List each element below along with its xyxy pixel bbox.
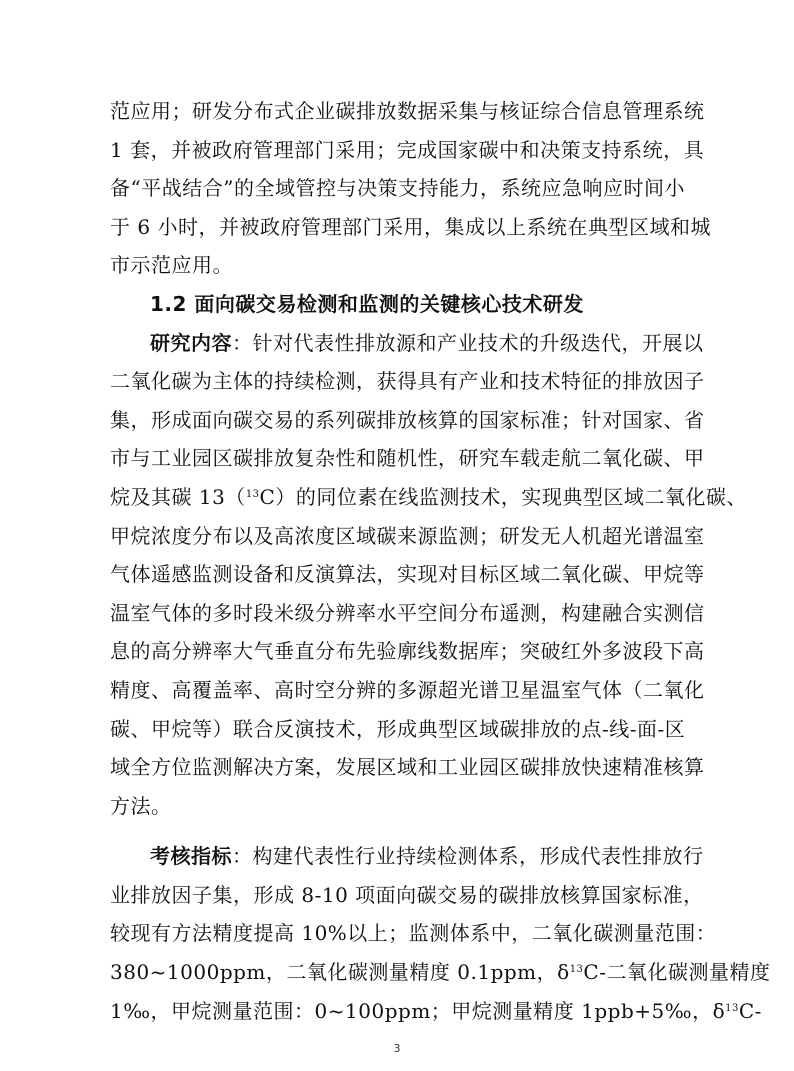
superscript: 13 <box>725 1002 739 1014</box>
research-first-line <box>110 324 704 363</box>
research-label: 研究内容 <box>150 330 232 355</box>
paragraph-spacer <box>110 825 690 837</box>
research-line: 域全方位监测解决方案，发展区域和工业园区碳排放快速精准核算 <box>110 755 705 780</box>
page-body <box>110 92 771 1030</box>
paragraph-line: 1 套，并被政府管理部门采用；完成国家碳中和决策支持系统，具 <box>110 137 705 162</box>
paragraph-line: 于 6 小时，并被政府管理部门采用，集成以上系统在典型区域和城 <box>110 214 711 239</box>
research-line: 气体遥感监测设备和反演算法，实现对目标区域二氧化碳、甲烷等 <box>110 562 705 587</box>
research-line: 市与工业园区碳排放复杂性和随机性，研究车载走航二氧化碳、甲 <box>110 446 705 471</box>
research-line: 息的高分辨率大气垂直分布先验廓线数据库；突破红外多波段下高 <box>110 639 705 664</box>
assessment-line: 业排放因子集，形成 8-10 项面向碳交易的碳排放核算国家标准， <box>110 882 704 907</box>
paragraph-line: 市示范应用。 <box>110 253 233 278</box>
paragraph-line: 备“平战结合”的全域管控与决策支持能力，系统应急响应时间小 <box>110 176 685 201</box>
section-heading: 1.2 面向碳交易检测和监测的关键核心技术研发 <box>150 291 584 316</box>
research-line-isotope <box>110 478 747 517</box>
assessment-line-text: C-二氧化碳测量精度 <box>583 960 771 985</box>
research-line-text: 烷及其碳 13（ <box>110 484 246 509</box>
research-line: 甲烷浓度分布以及高浓度区域碳来源监测；研发无人机超光谱温室 <box>110 523 705 548</box>
research-line: 二氧化碳为主体的持续检测，获得具有产业和技术特征的排放因子 <box>110 369 705 394</box>
research-line: 碳、甲烷等）联合反演技术，形成典型区域碳排放的点-线-面-区 <box>110 716 686 741</box>
assessment-line-isotope <box>110 953 771 992</box>
paragraph-line: 范应用；研发分布式企业碳排放数据采集与核证综合信息管理系统 <box>110 99 705 123</box>
research-line: 温室气体的多时段米级分辨率水平空间分布遥测，构建融合实测信 <box>110 600 705 625</box>
research-line: 精度、高覆盖率、高时空分辨的多源超光谱卫星温室气体（二氧化 <box>110 677 705 702</box>
superscript: 13 <box>569 964 584 976</box>
assessment-line-text: ：构建代表性行业持续检测体系，形成代表性排放行 <box>232 844 704 869</box>
research-line: 集，形成面向碳交易的系列碳排放核算的国家标准；针对国家、省 <box>110 407 705 432</box>
assessment-label: 考核指标 <box>150 844 232 869</box>
assessment-first-line <box>110 837 704 876</box>
assessment-line-text: C- <box>738 998 762 1023</box>
research-line-text: C）的同位素在线监测技术，实现典型区域二氧化碳、 <box>259 484 747 509</box>
page-number: 3 <box>393 1042 401 1055</box>
assessment-line-text: 380~1000ppm，二氧化碳测量精度 0.1ppm，δ <box>110 960 570 985</box>
assessment-line: 较现有方法精度提高 10%以上；监测体系中，二氧化碳测量范围： <box>110 921 717 946</box>
superscript: 13 <box>245 488 260 500</box>
assessment-line-text: 1‰，甲烷测量范围：0~100ppm；甲烷测量精度 1ppb+5‰，δ <box>110 998 726 1023</box>
assessment-line-isotope <box>110 992 762 1031</box>
research-line: 方法。 <box>110 793 172 818</box>
research-line-text: ：针对代表性排放源和产业技术的升级迭代，开展以 <box>232 330 704 355</box>
